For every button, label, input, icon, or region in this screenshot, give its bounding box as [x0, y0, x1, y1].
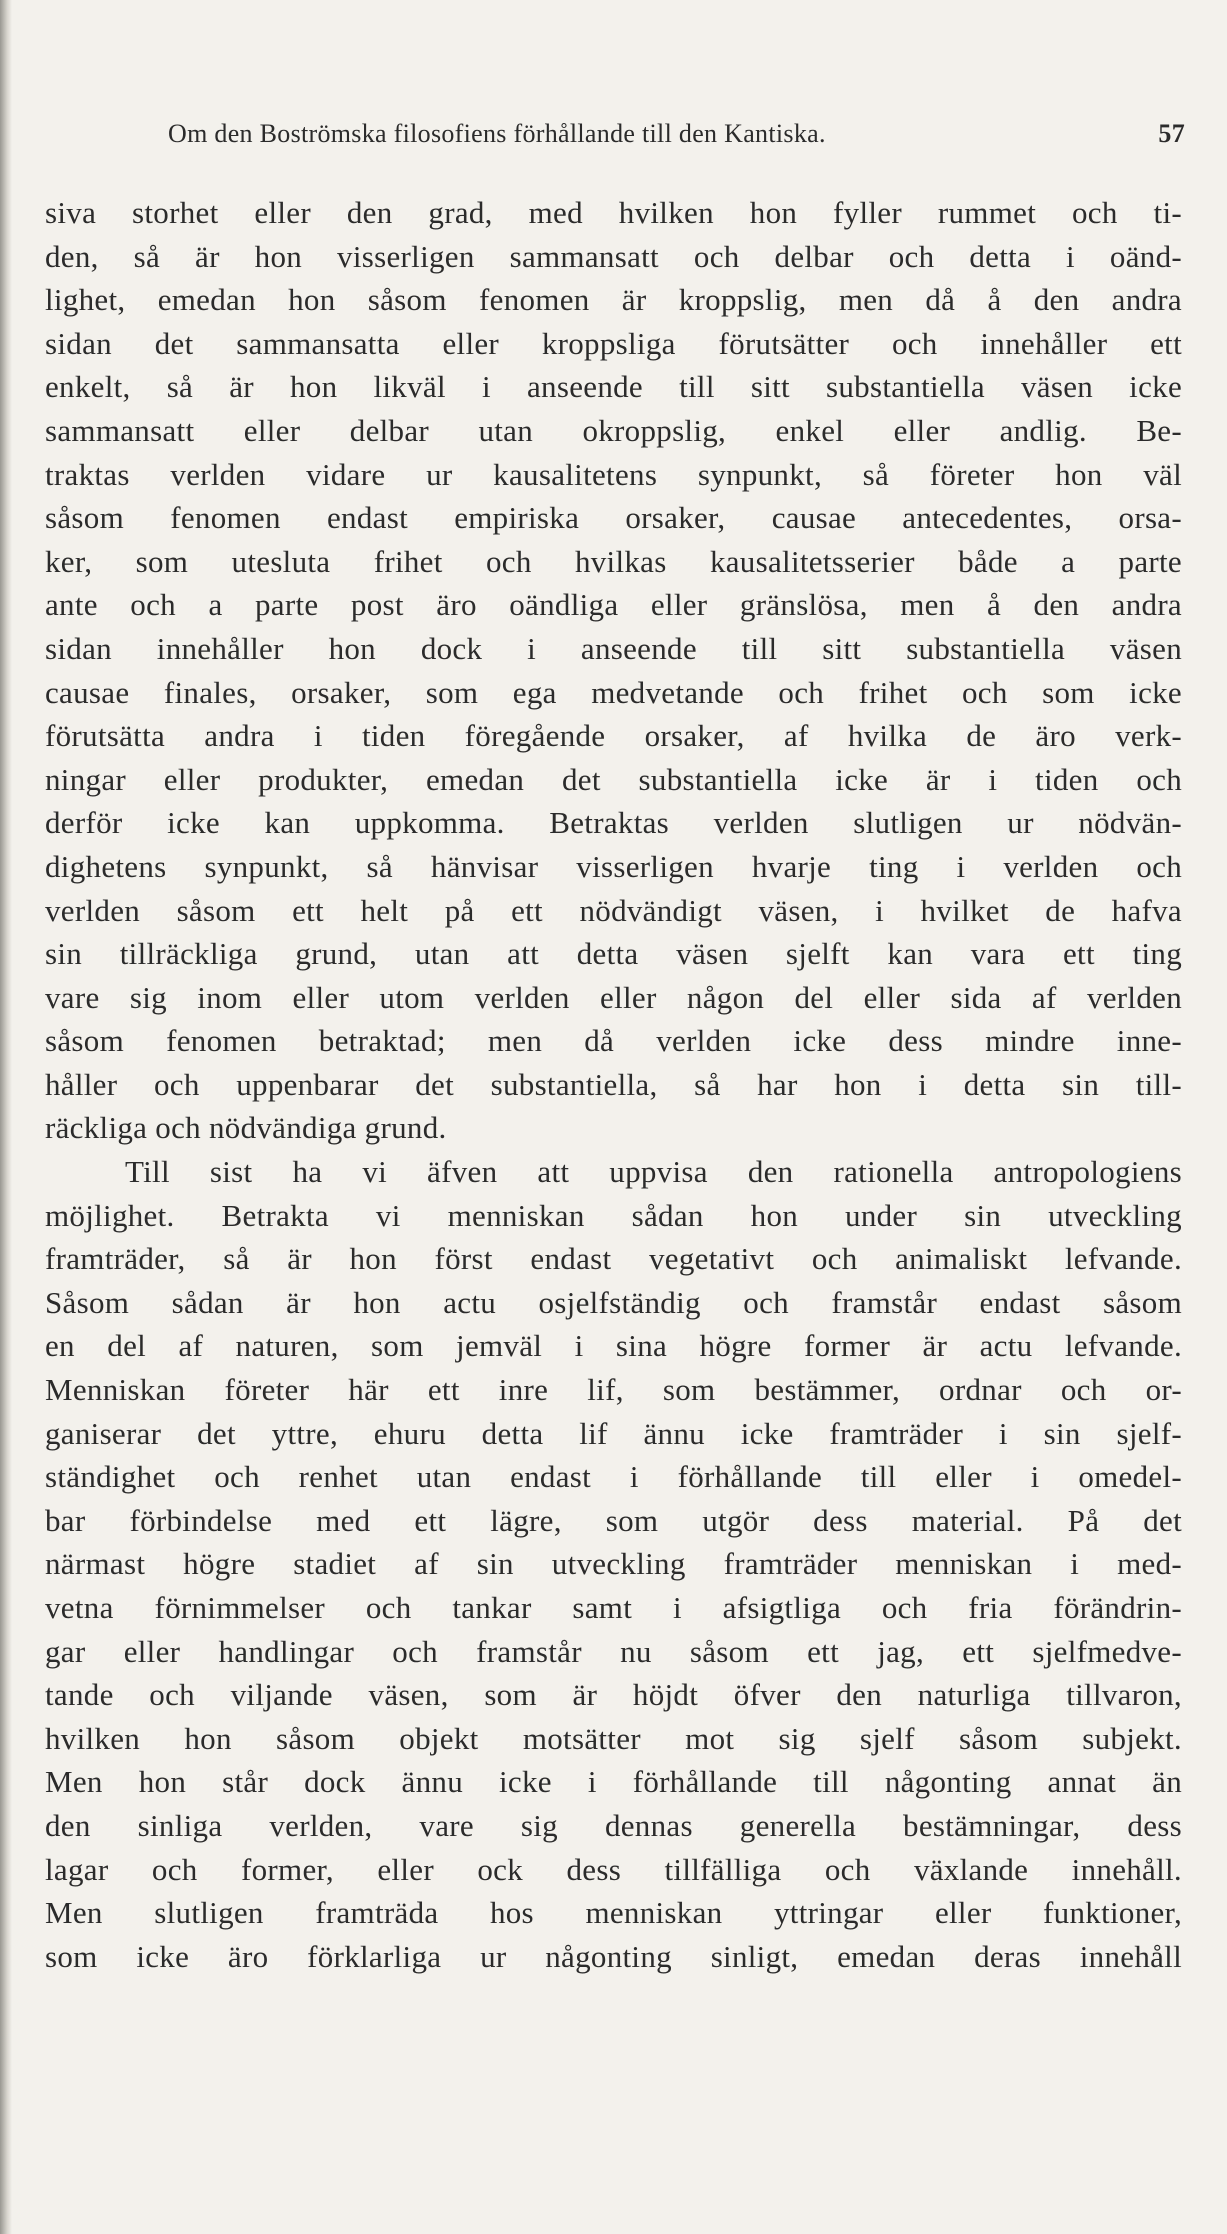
paragraph-1 — [45, 191, 1182, 1150]
text-line: den sinliga verlden, vare sig dennas generella bestämningar, dess — [45, 1807, 1182, 1843]
body-text — [45, 191, 1182, 1978]
text-line: tande och viljande väsen, som är höjdt öfver den naturliga tillvaron, — [45, 1677, 1182, 1713]
page-edge-shadow — [0, 0, 12, 2234]
text-line: Men slutligen framträda hos menniskan yttringar eller funktioner, — [45, 1895, 1182, 1931]
text-line: den, så är hon visserligen sammansatt och delbar och detta i oänd- — [45, 238, 1182, 274]
text-line: Till sist ha vi äfven att uppvisa den rationella antropologiens — [125, 1154, 1182, 1190]
text-line: en del af naturen, som jemväl i sina högre former är actu lefvande. — [45, 1328, 1182, 1364]
page-number: 57 — [1158, 119, 1185, 148]
text-line: såsom fenomen endast empiriska orsaker, causae antecedentes, orsa- — [45, 500, 1182, 536]
text-line: ante och a parte post äro oändliga eller gränslösa, men å den andra — [45, 587, 1182, 623]
text-line: derför icke kan uppkomma. Betraktas verlden slutligen ur nödvän- — [45, 805, 1182, 841]
text-line: siva storhet eller den grad, med hvilken hon fyller rummet och ti- — [45, 195, 1182, 230]
text-line: gar eller handlingar och framstår nu såsom ett jag, ett sjelfmedve- — [45, 1633, 1182, 1669]
text-line: Menniskan företer här ett inre lif, som bestämmer, ordnar och or- — [45, 1372, 1182, 1408]
text-line: såsom fenomen betraktad; men då verlden icke dess mindre inne- — [45, 1023, 1182, 1059]
text-line: causae finales, orsaker, som ega medvetande och frihet och som icke — [45, 674, 1182, 710]
text-line: möjlighet. Betrakta vi menniskan sådan hon under sin utveckling — [45, 1197, 1182, 1233]
text-line: håller och uppenbarar det substantiella, så har hon i detta sin till- — [45, 1066, 1182, 1102]
text-line: vare sig inom eller utom verlden eller någon del eller sida af verlden — [45, 979, 1182, 1015]
text-line: lagar och former, eller ock dess tillfälliga och växlande innehåll. — [45, 1851, 1182, 1887]
text-line: sammansatt eller delbar utan okroppslig, enkel eller andlig. Be- — [45, 412, 1182, 448]
text-line: vetna förnimmelser och tankar samt i afsigtliga och fria förändrin- — [45, 1590, 1182, 1625]
text-line: sidan innehåller hon dock i anseende till sitt substantiella väsen — [45, 630, 1182, 666]
text-line: sin tillräckliga grund, utan att detta väsen sjelft kan vara ett ting — [45, 936, 1182, 972]
text-line: traktas verlden vidare ur kausalitetens synpunkt, så företer hon väl — [45, 456, 1182, 492]
text-line: enkelt, så är hon likväl i anseende till sitt substantiella väsen icke — [45, 369, 1182, 405]
text-line: närmast högre stadiet af sin utveckling framträder menniskan i med- — [45, 1546, 1182, 1582]
text-line: dighetens synpunkt, så hänvisar visserligen hvarje ting i verlden och — [45, 848, 1182, 884]
text-line: ker, som utesluta frihet och hvilkas kausalitetsserier både a parte — [45, 543, 1182, 579]
text-line: ningar eller produkter, emedan det substantiella icke är i tiden och — [45, 761, 1182, 797]
text-line: Såsom sådan är hon actu osjelfständig och framstår endast såsom — [45, 1284, 1182, 1320]
running-title: Om den Boströmska filosofiens förhållande till den Kantiska. — [168, 119, 826, 148]
text-line: förutsätta andra i tiden föregående orsaker, af hvilka de äro verk- — [45, 718, 1182, 754]
text-line: räckliga och nödvändiga grund. — [45, 1110, 447, 1146]
text-line: ganiserar det yttre, ehuru detta lif ännu icke framträder i sin sjelf- — [45, 1415, 1182, 1451]
text-line: verlden såsom ett helt på ett nödvändigt väsen, i hvilket de hafva — [45, 892, 1182, 928]
text-line: lighet, emedan hon såsom fenomen är kroppslig, men då å den andra — [45, 282, 1182, 318]
text-line: som icke äro förklarliga ur någonting sinligt, emedan deras innehåll — [45, 1938, 1182, 1974]
paragraph-2 — [45, 1150, 1182, 1978]
running-header — [150, 112, 1185, 156]
text-line: framträder, så är hon först endast vegetativt och animaliskt lefvande. — [45, 1241, 1182, 1277]
text-line: hvilken hon såsom objekt motsätter mot sig sjelf såsom subjekt. — [45, 1720, 1182, 1756]
text-line: bar förbindelse med ett lägre, som utgör dess material. På det — [45, 1502, 1182, 1538]
text-line: ständighet och renhet utan endast i förhållande till eller i omedel- — [45, 1459, 1182, 1495]
text-line: sidan det sammansatta eller kroppsliga förutsätter och innehåller ett — [45, 325, 1182, 361]
text-line: Men hon står dock ännu icke i förhållande till någonting annat än — [45, 1764, 1182, 1800]
